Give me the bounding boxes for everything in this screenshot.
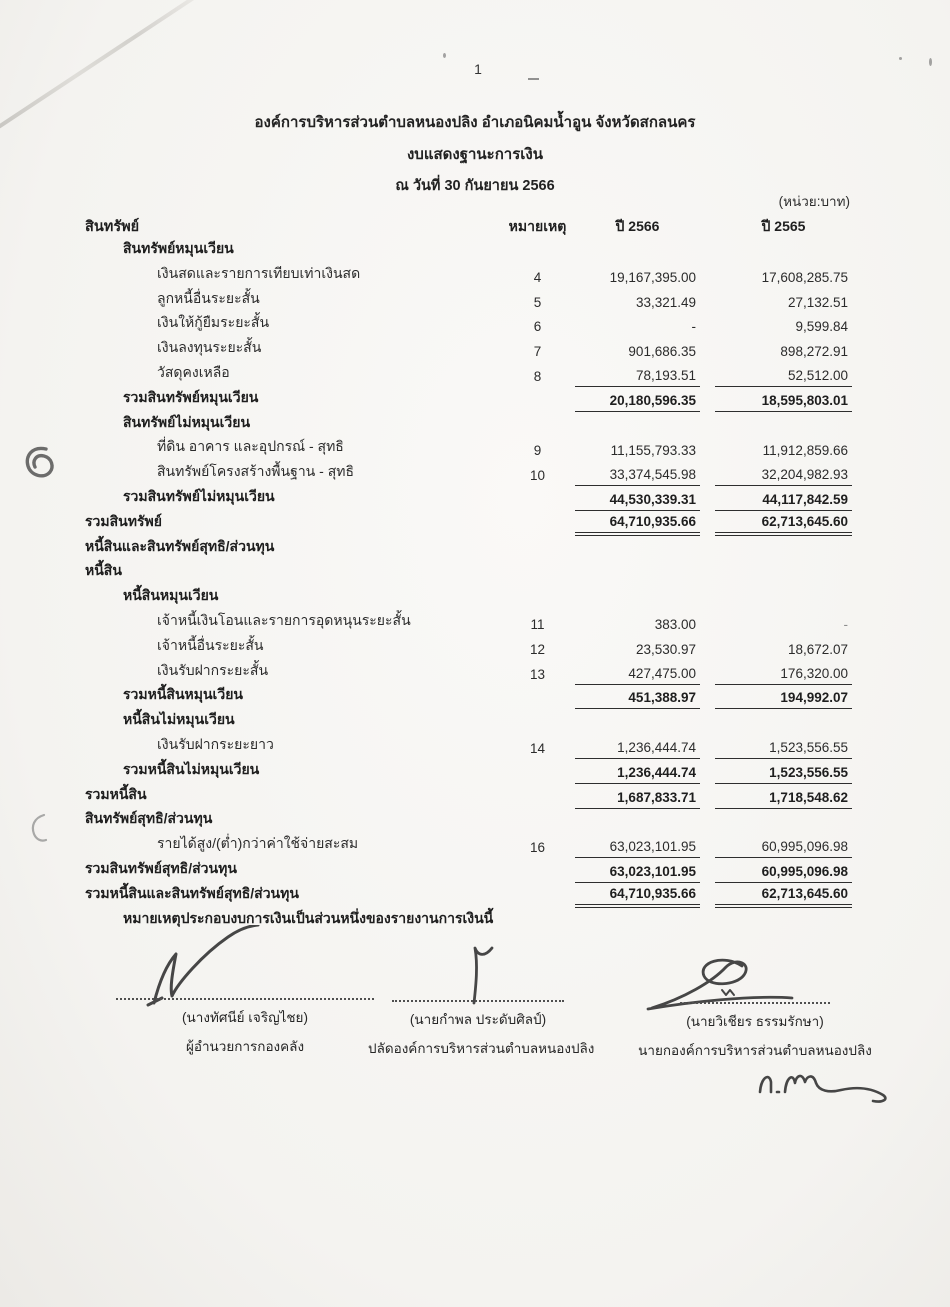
row-label: สินทรัพย์หมุนเวียน <box>123 240 234 256</box>
row-value-2566: 901,686.35 <box>628 344 696 360</box>
row-note-number: 7 <box>533 344 542 360</box>
row-value-2566: 19,167,395.00 <box>609 269 696 285</box>
table-row <box>85 560 852 585</box>
row-value-2566 <box>575 930 700 933</box>
row-label: สินทรัพย์ไม่หมุนเวียน <box>123 413 251 430</box>
table-row <box>85 263 852 288</box>
col-header-note: หมายเหตุ <box>508 218 567 234</box>
row-note-number <box>500 830 575 833</box>
as-of-date: ณ วันที่ 30 กันยายน 2566 <box>395 178 555 194</box>
row-note-number <box>500 706 575 709</box>
table-row <box>85 610 852 635</box>
row-value-2565 <box>715 830 852 833</box>
row-note-number: 14 <box>529 740 546 756</box>
row-note-number: 10 <box>529 468 546 484</box>
table-row <box>85 362 852 387</box>
row-value-2566: 427,475.00 <box>575 666 700 685</box>
row-note-number <box>500 558 575 561</box>
row-value-2565 <box>715 260 852 263</box>
signature-block-chief-administrator <box>368 1000 595 1059</box>
signature-stroke-left <box>140 925 265 1007</box>
handwritten-initials <box>755 1056 895 1104</box>
signatory-title: ผู้อำนวยการกองคลัง <box>185 1039 305 1054</box>
row-value-2565: 1,523,556.55 <box>715 765 852 784</box>
table-row <box>85 635 852 660</box>
row-value-2566: 1,236,444.74 <box>575 765 700 784</box>
row-label: รวมหนี้สินและสินทรัพย์สุทธิ/ส่วนทุน <box>85 884 299 901</box>
table-row <box>85 585 852 610</box>
assets-section-header: สินทรัพย์ <box>85 219 140 235</box>
row-value-2565: 176,320.00 <box>715 666 852 685</box>
table-row <box>85 337 852 362</box>
table-row <box>85 511 852 536</box>
scan-speck <box>443 53 446 58</box>
row-value-2566: 1,236,444.74 <box>575 740 700 759</box>
table-row <box>85 883 852 908</box>
row-label: หนี้สินและสินทรัพย์สุทธิ/ส่วนทุน <box>85 537 275 554</box>
row-value-2566: 20,180,596.35 <box>575 393 700 412</box>
row-note-number: 13 <box>529 666 546 682</box>
row-value-2566: 11,155,793.33 <box>610 443 696 459</box>
row-note-number: 5 <box>533 294 542 310</box>
signature-stroke-middle <box>462 943 504 1005</box>
row-note-number <box>500 880 575 883</box>
row-label: เจ้าหนี้เงินโอนและรายการอุดหนุนระยะสั้น <box>157 611 411 628</box>
row-value-2565 <box>715 582 852 585</box>
row-value-2565: 1,718,548.62 <box>715 790 852 809</box>
row-value-2565: 60,995,096.98 <box>715 864 852 883</box>
row-value-2566 <box>575 558 700 561</box>
row-label: สินทรัพย์โครงสร้างพื้นฐาน - สุทธิ <box>157 463 355 480</box>
row-note-number <box>500 260 575 263</box>
row-value-2565: 32,204,982.93 <box>715 467 852 486</box>
table-row <box>85 784 852 809</box>
row-label: เงินลงทุนระยะสั้น <box>157 339 262 356</box>
row-label: รวมหนี้สิน <box>85 785 147 802</box>
table-row <box>85 288 852 313</box>
table-row <box>85 660 852 685</box>
table-row <box>85 684 852 709</box>
signature-block-finance-director <box>105 998 385 1057</box>
row-value-2565: 1,523,556.55 <box>715 740 852 759</box>
row-label: รวมสินทรัพย์สุทธิ/ส่วนทุน <box>85 859 237 876</box>
row-label: เจ้าหนี้อื่นระยะสั้น <box>157 636 264 653</box>
row-note-number <box>500 731 575 734</box>
unit-label: (หน่วย:บาท) <box>778 194 850 209</box>
col-header-2566: ปี 2566 <box>615 218 660 234</box>
row-value-2565 <box>715 558 852 561</box>
row-value-2565: 18,672.07 <box>787 641 848 657</box>
table-row <box>85 387 852 412</box>
row-label: วัสดุคงเหลือ <box>157 363 230 380</box>
row-label: ลูกหนี้อื่นระยะสั้น <box>157 289 260 306</box>
signature-line <box>116 998 374 1000</box>
row-value-2565: 18,595,803.01 <box>715 393 852 412</box>
row-note-number: 8 <box>533 368 542 384</box>
page-number-value: 1 <box>474 61 482 77</box>
table-row <box>85 536 852 561</box>
row-note-number <box>500 781 575 784</box>
row-note-number: 9 <box>533 443 542 459</box>
row-note-number <box>500 930 575 933</box>
table-row <box>85 461 852 486</box>
row-label: รวมสินทรัพย์หมุนเวียน <box>123 388 259 405</box>
row-label: รายได้สูง/(ต่ำ)กว่าค่าใช้จ่ายสะสม <box>157 835 359 852</box>
row-value-2565: 194,992.07 <box>715 690 852 709</box>
row-note-number <box>500 806 575 809</box>
row-value-2566: 23,530.97 <box>635 641 696 657</box>
row-label: รวมหนี้สินหมุนเวียน <box>123 686 243 703</box>
row-value-2565 <box>715 930 852 933</box>
document-header <box>0 110 950 197</box>
table-row <box>85 436 852 461</box>
row-value-2566: 63,023,101.95 <box>575 864 700 883</box>
row-value-2565 <box>715 434 852 437</box>
table-header-row <box>85 212 852 238</box>
row-note-number <box>500 434 575 437</box>
row-value-2565 <box>715 731 852 734</box>
row-note-number <box>500 533 575 536</box>
signature-block-mayor <box>605 1002 905 1061</box>
table-row <box>85 734 852 759</box>
row-value-2566: 78,193.51 <box>575 368 700 387</box>
row-value-2565 <box>715 607 852 610</box>
row-label: หมายเหตุประกอบงบการเงินเป็นส่วนหนึ่งของรายงานการเงินนี้ <box>123 909 494 926</box>
table-row <box>85 238 852 263</box>
signature-line <box>392 1000 564 1002</box>
row-value-2565: 27,132.51 <box>787 294 848 310</box>
table-row <box>85 312 852 337</box>
page-number <box>0 61 950 77</box>
table-row <box>85 808 852 833</box>
table-row <box>85 833 852 858</box>
scan-dash-artifact <box>528 78 539 80</box>
row-label: เงินให้กู้ยืมระยะสั้น <box>157 314 270 331</box>
row-value-2566: 1,687,833.71 <box>575 790 700 809</box>
row-value-2565: 44,117,842.59 <box>715 492 852 511</box>
signatory-name: (นางทัศนีย์ เจริญไชย) <box>182 1010 308 1025</box>
row-value-2565: - <box>843 616 848 632</box>
row-value-2566 <box>575 830 700 833</box>
table-row <box>85 858 852 883</box>
row-label: เงินสดและรายการเทียบเท่าเงินสด <box>157 264 361 281</box>
row-value-2565: 898,272.91 <box>780 344 848 360</box>
signature-line <box>680 1002 830 1004</box>
signatory-name: (นายวิเชียร ธรรมรักษา) <box>686 1014 824 1029</box>
row-value-2566: 64,710,935.66 <box>575 514 700 536</box>
table-row <box>85 412 852 437</box>
scan-speck <box>899 57 902 60</box>
row-value-2565: 62,713,645.60 <box>715 514 852 536</box>
row-label: หนี้สินไม่หมุนเวียน <box>123 711 235 728</box>
balance-sheet <box>85 190 852 932</box>
row-value-2566: 451,388.97 <box>575 690 700 709</box>
row-note-number: 6 <box>533 319 542 335</box>
row-value-2565: 9,599.84 <box>795 319 848 335</box>
row-value-2565: 17,608,285.75 <box>761 269 848 285</box>
statement-title: งบแสดงฐานะการเงิน <box>406 146 543 163</box>
signatory-name: (นายกำพล ประดับศิลป์) <box>409 1012 547 1027</box>
row-value-2565: 62,713,645.60 <box>715 886 852 908</box>
row-value-2565: 60,995,096.98 <box>715 839 852 858</box>
row-value-2566 <box>575 582 700 585</box>
row-label: รวมสินทรัพย์ไม่หมุนเวียน <box>123 487 275 504</box>
table-row <box>85 709 852 734</box>
row-label: เงินรับฝากระยะยาว <box>157 735 274 752</box>
row-label: เงินรับฝากระยะสั้น <box>157 661 269 678</box>
row-value-2566: 63,023,101.95 <box>575 839 700 858</box>
row-note-number: 12 <box>529 641 546 657</box>
row-label: สินทรัพย์สุทธิ/ส่วนทุน <box>85 810 213 827</box>
row-value-2566: 64,710,935.66 <box>575 886 700 908</box>
row-value-2566: 44,530,339.31 <box>575 492 700 511</box>
row-value-2566 <box>575 260 700 263</box>
row-value-2566: 33,321.49 <box>635 294 696 310</box>
signatory-title: นายกองค์การบริหารส่วนตำบลหนองปลิง <box>638 1043 872 1058</box>
row-value-2566: 383.00 <box>654 616 696 632</box>
scan-hole-mark <box>26 812 52 844</box>
row-note-number: 4 <box>533 269 542 285</box>
row-value-2566 <box>575 607 700 610</box>
row-value-2566: 33,374,545.98 <box>575 467 700 486</box>
row-value-2566: - <box>691 319 696 335</box>
row-value-2566 <box>575 434 700 437</box>
row-label: หนี้สิน <box>85 562 122 579</box>
scan-hole-mark <box>22 444 56 482</box>
row-note-number: 11 <box>530 616 545 632</box>
row-note-number <box>500 582 575 585</box>
row-value-2565: 52,512.00 <box>715 368 852 387</box>
row-value-2566 <box>575 731 700 734</box>
row-label: รวมสินทรัพย์ <box>85 512 162 529</box>
row-note-number <box>500 409 575 412</box>
row-label: ที่ดิน อาคาร และอุปกรณ์ - สุทธิ <box>157 438 344 455</box>
row-note-number <box>500 508 575 511</box>
row-note-number <box>500 607 575 610</box>
organization-title: องค์การบริหารส่วนตำบลหนองปลิง อำเภอนิคมน้ำอูน จังหวัดสกลนคร <box>254 114 696 131</box>
row-label: รวมหนี้สินไม่หมุนเวียน <box>123 760 260 777</box>
row-note-number: 16 <box>529 840 546 856</box>
row-value-2565: 11,912,859.66 <box>762 443 848 459</box>
table-row <box>85 486 852 511</box>
signatory-title: ปลัดองค์การบริหารส่วนตำบลหนองปลิง <box>368 1041 595 1056</box>
row-label: หนี้สินหมุนเวียน <box>123 587 219 604</box>
table-row <box>85 759 852 784</box>
row-note-number <box>500 905 575 908</box>
col-header-2565: ปี 2565 <box>761 218 806 234</box>
table-rows <box>85 238 852 932</box>
table-row <box>85 908 852 933</box>
